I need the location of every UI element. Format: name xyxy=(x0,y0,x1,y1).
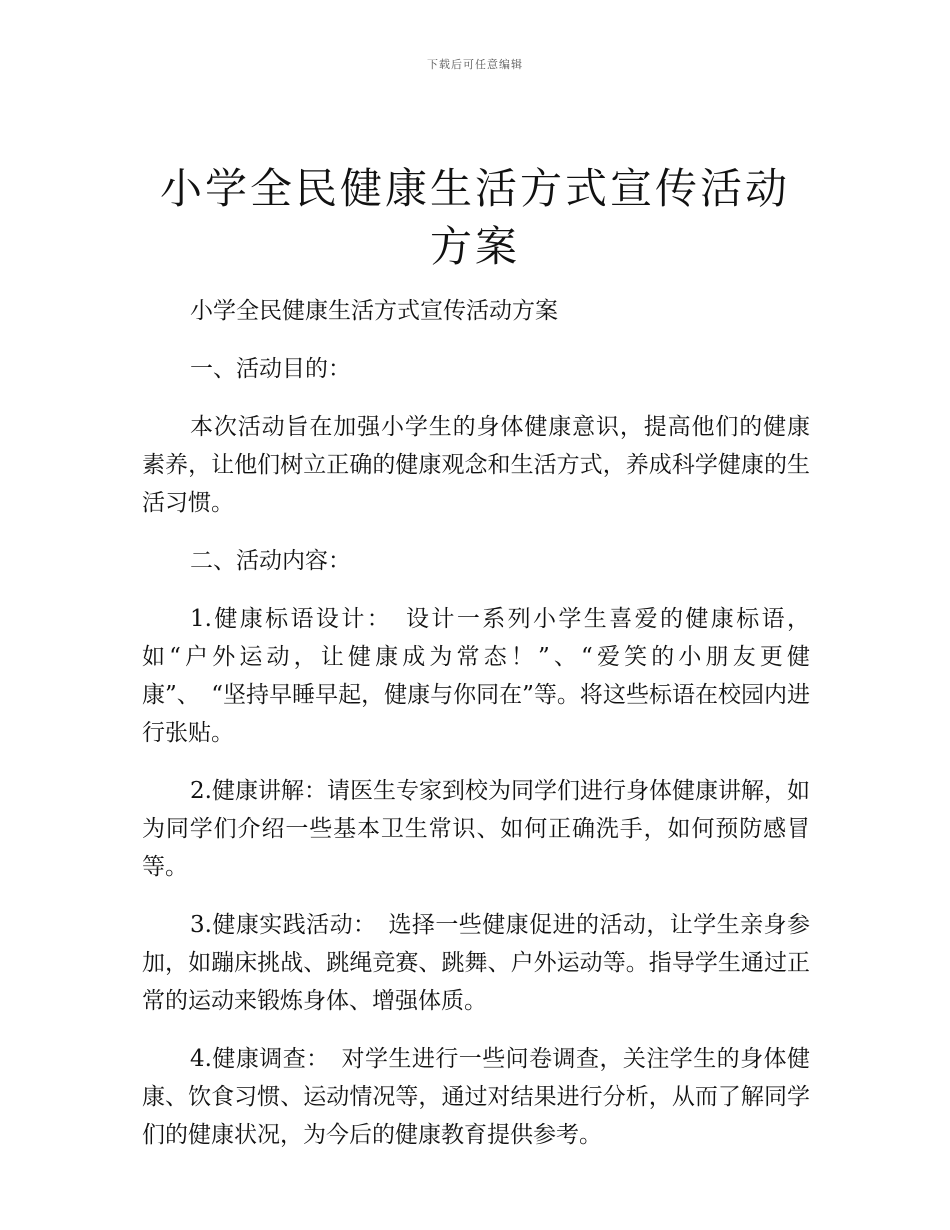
document-title: 小学全民健康生活方式宣传活动方案 xyxy=(159,164,790,271)
section-heading-content: 二、活动内容： xyxy=(190,548,351,574)
content-item-slogan: 1.健康标语设计： 设计一系列小学生喜爱的健康标语，如“户外运动，让健康成为常态！”、“爱笑的小朋友更健康”、 “坚持早睡早起，健康与你同在”等。将这些标语在校园内进行张贴。 xyxy=(142,606,810,746)
subtitle-paragraph: 小学全民健康生活方式宣传活动方案 xyxy=(190,298,558,324)
content-item-lecture: 2.健康讲解：请医生专家到校为同学们进行身体健康讲解，如为同学们介绍一些基本卫生常识、如何正确洗手，如何预防感冒等。 xyxy=(142,778,810,880)
page-header: 下载后可任意编辑 xyxy=(427,58,523,71)
content-item-survey: 4.健康调查： 对学生进行一些问卷调查，关注学生的身体健康、饮食习惯、运动情况等，通过对结果进行分析，从而了解同学们的健康状况，为今后的健康教育提供参考。 xyxy=(142,1046,810,1148)
content-item-practice: 3.健康实践活动： 选择一些健康促进的活动，让学生亲身参加，如蹦床挑战、跳绳竞赛、跳舞、户外运动等。指导学生通过正常的运动来锻炼身体、增强体质。 xyxy=(142,912,810,1014)
document-body xyxy=(142,292,810,1174)
purpose-paragraph: 本次活动旨在加强小学生的身体健康意识，提高他们的健康素养，让他们树立正确的健康观念和生活方式，养成科学健康的生活习惯。 xyxy=(142,414,810,516)
section-heading-purpose: 一、活动目的： xyxy=(190,356,351,382)
